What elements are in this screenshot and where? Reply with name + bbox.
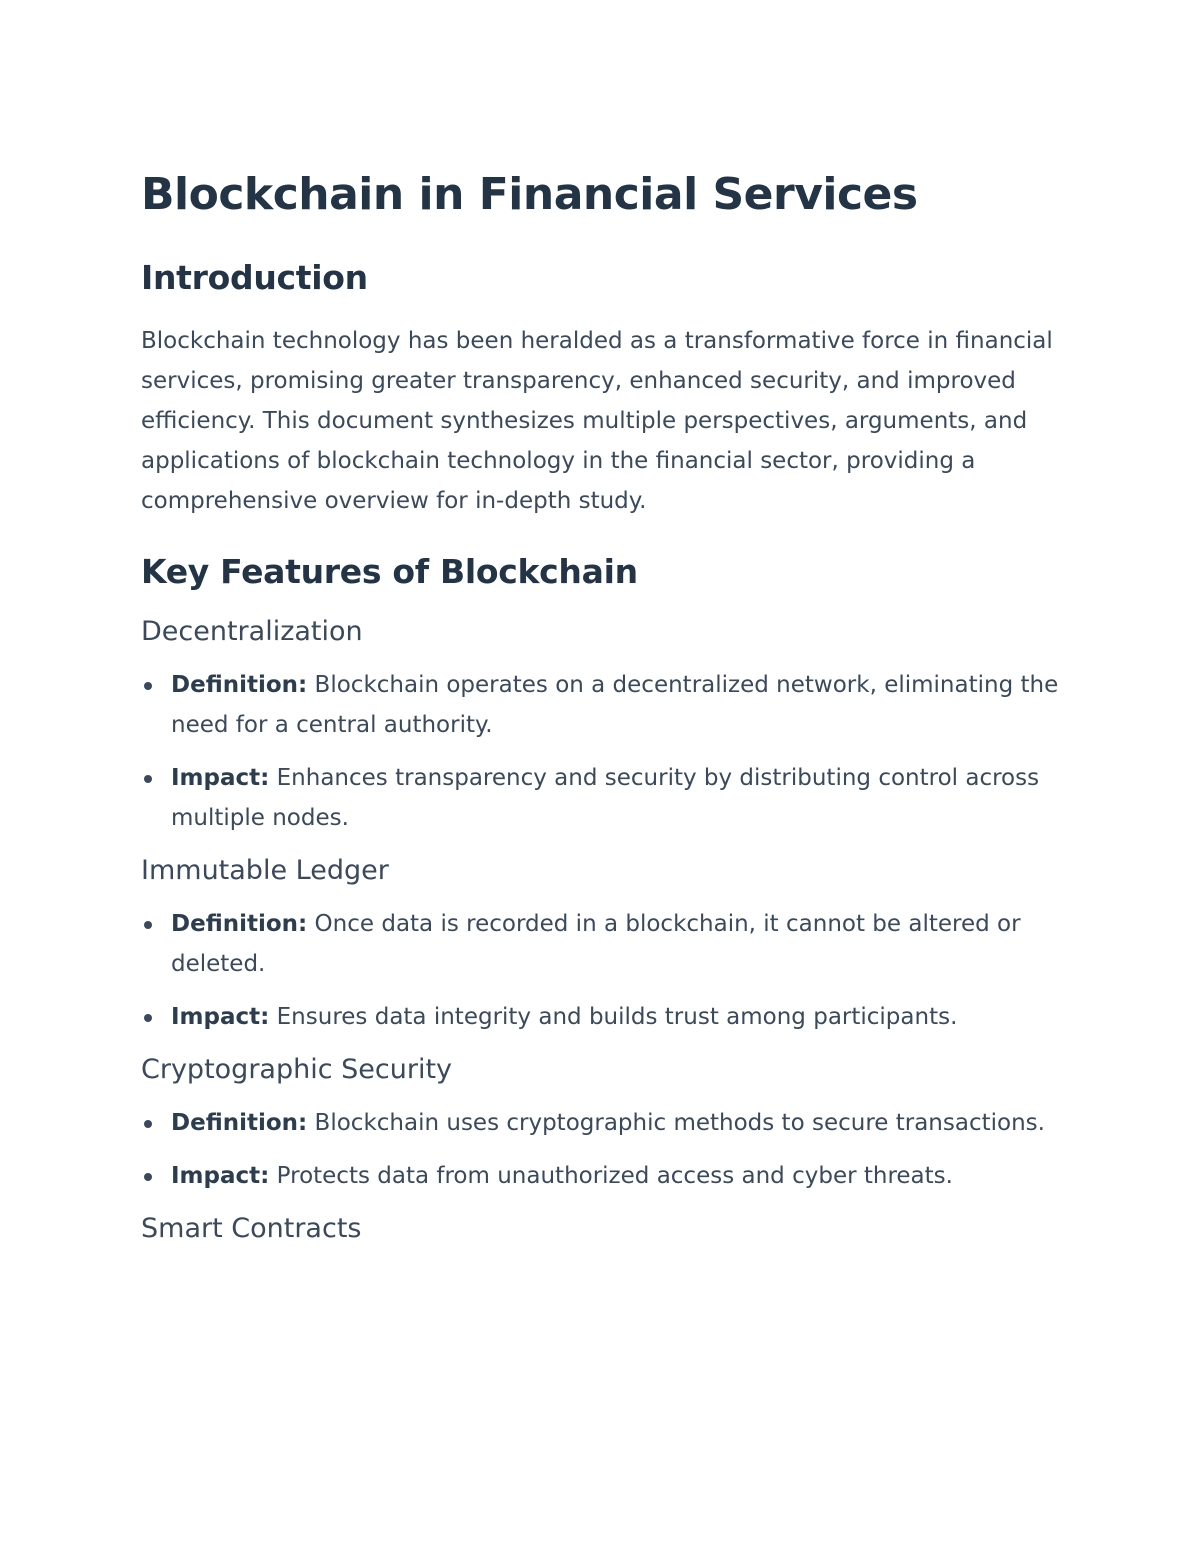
cryptographic-security-list <box>141 1103 1071 1196</box>
bullet-icon <box>144 1014 152 1022</box>
bullet-icon <box>144 921 152 929</box>
bullet-icon <box>144 1173 152 1181</box>
key-features-heading: Key Features of Blockchain <box>141 552 638 591</box>
immutable-ledger-heading: Immutable Ledger <box>141 855 389 886</box>
list-item <box>141 997 1071 1037</box>
list-item <box>141 758 1071 838</box>
bullet-icon <box>144 682 152 690</box>
decentralization-heading: Decentralization <box>141 616 363 647</box>
smart-contracts-heading: Smart Contracts <box>141 1213 362 1244</box>
decentralization-list <box>141 665 1071 838</box>
document-title: Blockchain in Financial Services <box>141 169 918 220</box>
item-term: Impact: <box>171 1004 270 1030</box>
introduction-heading: Introduction <box>141 258 368 297</box>
item-term: Impact: <box>171 765 270 791</box>
immutable-ledger-list <box>141 904 1071 1037</box>
list-item <box>141 1103 1071 1143</box>
list-item <box>141 904 1071 984</box>
item-text: Protects data from unauthorized access and cyber threats. <box>269 1163 953 1189</box>
document-page <box>141 165 1071 1248</box>
bullet-icon <box>144 1120 152 1128</box>
cryptographic-security-heading: Cryptographic Security <box>141 1054 453 1085</box>
item-term: Impact: <box>171 1163 270 1189</box>
item-text: Enhances transparency and security by distributing control across multiple nodes. <box>171 765 1040 831</box>
list-item <box>141 665 1071 745</box>
item-text: Ensures data integrity and builds trust among participants. <box>269 1004 958 1030</box>
introduction-paragraph: Blockchain technology has been heralded as a transformative force in financial services, promising greater transparency, enhanced security, and improved efficiency. This document synthesizes multiple perspectives, arguments, and applications of blockchain technology in the financial sector, providing a comprehensive overview for in-depth study. <box>141 328 1053 514</box>
item-text: Once data is recorded in a blockchain, it cannot be altered or deleted. <box>171 911 1021 977</box>
item-text: Blockchain operates on a decentralized network, eliminating the need for a central authority. <box>171 672 1059 738</box>
item-term: Definition: <box>171 911 308 937</box>
item-term: Definition: <box>171 672 308 698</box>
item-term: Definition: <box>171 1110 308 1136</box>
list-item <box>141 1156 1071 1196</box>
bullet-icon <box>144 775 152 783</box>
item-text: Blockchain uses cryptographic methods to secure transactions. <box>307 1110 1045 1136</box>
